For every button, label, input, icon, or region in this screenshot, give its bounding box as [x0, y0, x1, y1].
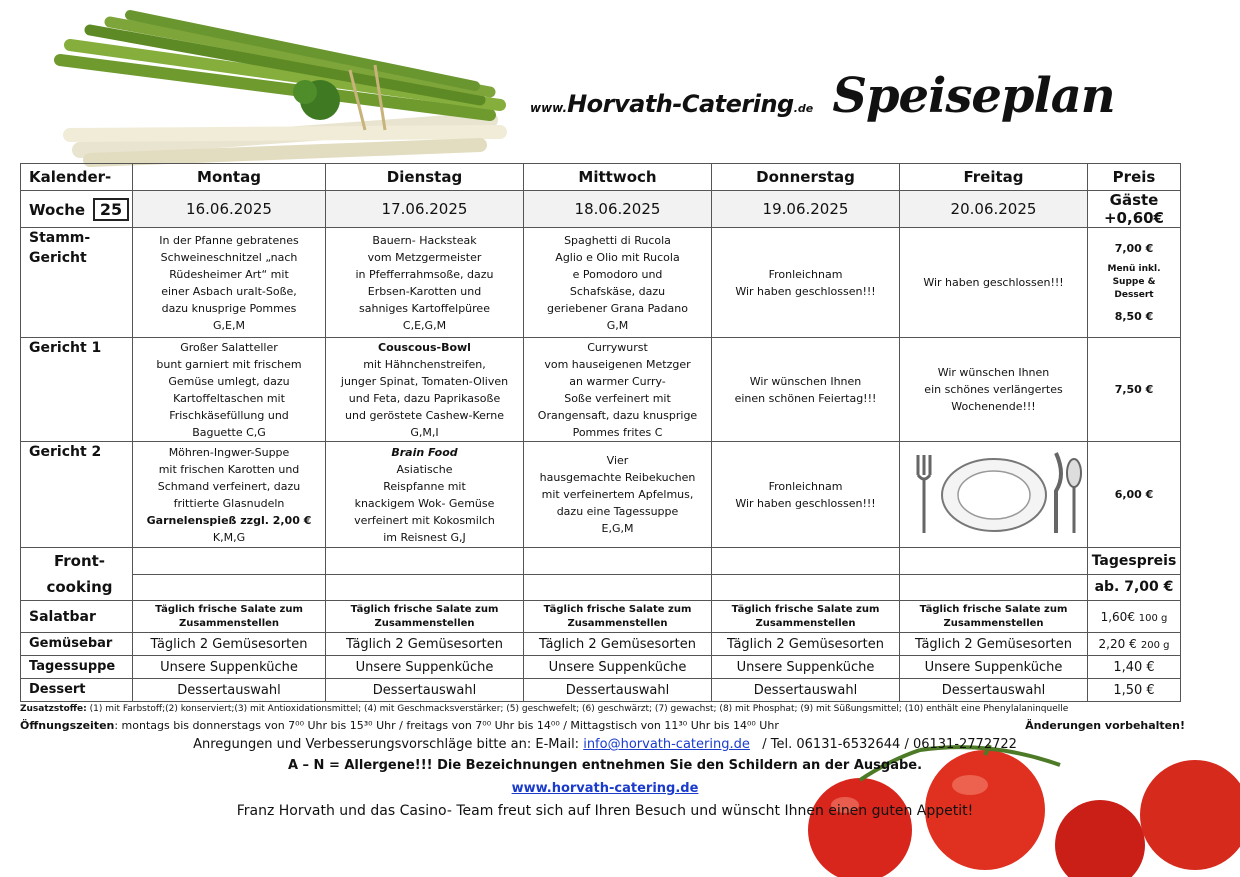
salat-cell: Täglich frische Salate zum Zusammenstellen [900, 601, 1088, 633]
plate-cell [900, 442, 1088, 548]
day-date: 18.06.2025 [524, 191, 712, 228]
day-name: Mittwoch [524, 164, 712, 191]
day-name: Dienstag [326, 164, 524, 191]
frontcooking-row-1 [21, 548, 1181, 575]
price-salat: 1,60€ 100 g [1088, 601, 1181, 633]
tagespreis-label: Tagespreis [1088, 548, 1181, 575]
salat-cell: Täglich frische Salate zum Zusammenstellen [712, 601, 900, 633]
dessert-cell: Dessertauswahl [712, 679, 900, 702]
gemuese-cell: Täglich 2 Gemüsesorten [712, 633, 900, 656]
suppe-cell: Unsere Suppenküche [133, 656, 326, 679]
dish-cell: Bauern- Hacksteak vom Metzgermeister in Pfefferrahmsoße, dazu Erbsen-Karotten und sahniges Kartoffelpüree C,E,G,M [326, 228, 524, 338]
week-cell [21, 191, 133, 228]
gemuese-cell: Täglich 2 Gemüsesorten [326, 633, 524, 656]
dessert-cell: Dessertauswahl [133, 679, 326, 702]
plate-cutlery-icon [904, 445, 1084, 541]
day-date: 16.06.2025 [133, 191, 326, 228]
salat-cell: Täglich frische Salate zum Zusammenstellen [133, 601, 326, 633]
website-link[interactable]: www.horvath-catering.de [511, 781, 699, 796]
dish-cell: Fronleichnam Wir haben geschlossen!!! [712, 442, 900, 548]
menu-table [20, 163, 1181, 702]
gemuesebar-row [21, 633, 1181, 656]
feedback-line: Anregungen und Verbesserungsvorschläge bitte an: E-Mail: info@horvath-catering.de / Tel. 06131-6532644 / 06131-2772722 [193, 737, 1017, 752]
price-stamm: 7,00 € Menü inkl. Suppe & Dessert 8,50 € [1088, 228, 1181, 338]
row-label-g1: Gericht 1 [21, 338, 133, 442]
salatbar-row [21, 601, 1181, 633]
dessert-row [21, 679, 1181, 702]
week-number: 25 [93, 198, 129, 221]
row-label-dessert: Dessert [21, 679, 133, 702]
day-name: Montag [133, 164, 326, 191]
suppe-cell: Unsere Suppenküche [524, 656, 712, 679]
date-row [21, 191, 1181, 228]
dish-cell: Fronleichnam Wir haben geschlossen!!! [712, 228, 900, 338]
suppe-cell: Unsere Suppenküche [712, 656, 900, 679]
price-g1: 7,50 € [1088, 338, 1181, 442]
page-title: Speiseplan [832, 68, 1115, 124]
dish-cell: Großer Salatteller bunt garniert mit frischem Gemüse umlegt, dazu Kartoffeltaschen mit Frischkäsefüllung und Baguette C,G [133, 338, 326, 442]
suppe-cell: Unsere Suppenküche [326, 656, 524, 679]
dish-cell: Spaghetti di Rucola Aglio e Olio mit Rucola e Pomodoro und Schafskäse, dazu geriebener Grana Padano G,M [524, 228, 712, 338]
row-label-stamm: Stamm- Gericht [21, 228, 133, 338]
frontcooking-row-2 [21, 574, 1181, 601]
header [530, 68, 1115, 128]
dish-cell: Möhren-Ingwer-Suppe mit frischen Karotten und Schmand verfeinert, dazu frittierte Glasnudeln Garnelenspieß zzgl. 2,00 € K,M,G [133, 442, 326, 548]
dish-cell: Wir haben geschlossen!!! [900, 228, 1088, 338]
footer [20, 702, 1190, 823]
day-name: Donnerstag [712, 164, 900, 191]
stamm-row [21, 228, 1181, 338]
price-dessert: 1,50 € [1088, 679, 1181, 702]
week-label-2: Woche [29, 200, 86, 219]
dish-cell: Brain Food Asiatische Reispfanne mit knackigem Wok- Gemüse verfeinert mit Kokosmilch im Reisnest G,J [326, 442, 524, 548]
price-header: Preis [1088, 164, 1181, 191]
dessert-cell: Dessertauswahl [326, 679, 524, 702]
gericht2-row [21, 442, 1181, 548]
price-gemuese: 2,20 € 200 g [1088, 633, 1181, 656]
guest-surcharge: Gäste +0,60€ [1088, 191, 1181, 228]
row-label-suppe: Tagessuppe [21, 656, 133, 679]
dish-cell: Currywurst vom hauseigenen Metzger an warmer Curry- Soße verfeinert mit Orangensaft, dazu knusprige Pommes frites C [524, 338, 712, 442]
dish-cell: Wir wünschen Ihnen ein schönes verlängertes Wochenende!!! [900, 338, 1088, 442]
row-label-salat: Salatbar [21, 601, 133, 633]
week-label: Kalender- [21, 164, 133, 191]
site-name: Horvath-Catering [567, 90, 794, 118]
dessert-cell: Dessertauswahl [900, 679, 1088, 702]
day-name: Freitag [900, 164, 1088, 191]
email-link[interactable]: info@horvath-catering.de [583, 737, 750, 752]
day-date: 17.06.2025 [326, 191, 524, 228]
dessert-cell: Dessertauswahl [524, 679, 712, 702]
additives-line: Zusatzstoffe: (1) mit Farbstoff;(2) konserviert;(3) mit Antioxidationsmittel; (4) mit Geschmacksverstärker; (5) geschwefelt; (6) geschwärzt; (7) gewachst; (8) mit Phosphat; (9) mit Süßungsmittel; (10) enthält eine Phenylalaninquelle [20, 704, 1069, 714]
price-g2: 6,00 € [1088, 442, 1181, 548]
dish-cell: Vier hausgemachte Reibekuchen mit verfeinertem Apfelmus, dazu eine Tagessuppe E,G,M [524, 442, 712, 548]
price-suppe: 1,40 € [1088, 656, 1181, 679]
row-label-g2: Gericht 2 [21, 442, 133, 548]
day-header-row [21, 164, 1181, 191]
gemuese-cell: Täglich 2 Gemüsesorten [524, 633, 712, 656]
day-date: 19.06.2025 [712, 191, 900, 228]
opening-hours: Öffnungszeiten: montags bis donnerstags von 7⁰⁰ Uhr bis 15³⁰ Uhr / freitags von 7⁰⁰ Uhr bis 14⁰⁰ / Mittagstisch von 11³⁰ Uhr bis 14⁰⁰ Uhr Änderungen vorbehalten! [20, 717, 1190, 735]
row-label-gemuese: Gemüsebar [21, 633, 133, 656]
greeting: Franz Horvath und das Casino- Team freut sich auf Ihren Besuch und wünscht Ihnen einen guten Appetit! [236, 803, 974, 819]
suppe-cell: Unsere Suppenküche [900, 656, 1088, 679]
row-label-front: Front- cooking [21, 548, 133, 601]
salat-cell: Täglich frische Salate zum Zusammenstellen [524, 601, 712, 633]
site-tld: .de [793, 102, 814, 115]
gemuese-cell: Täglich 2 Gemüsesorten [133, 633, 326, 656]
gemuese-cell: Täglich 2 Gemüsesorten [900, 633, 1088, 656]
gericht1-row [21, 338, 1181, 442]
dish-cell: Wir wünschen Ihnen einen schönen Feiertag!!! [712, 338, 900, 442]
changes-note: Änderungen vorbehalten! [1025, 719, 1185, 732]
allergen-note: A – N = Allergene!!! Die Bezeichnungen entnehmen Sie den Schildern an der Ausgabe. [287, 758, 923, 773]
site-www: www. [530, 101, 568, 115]
asparagus-image [20, 0, 540, 170]
tagespreis-value: ab. 7,00 € [1088, 574, 1181, 601]
dish-cell: Couscous-Bowl mit Hähnchenstreifen, junger Spinat, Tomaten-Oliven und Feta, dazu Paprikasoße und geröstete Cashew-Kerne G,M,I [326, 338, 524, 442]
day-date: 20.06.2025 [900, 191, 1088, 228]
dish-cell: In der Pfanne gebratenes Schweineschnitzel „nach Rüdesheimer Art“ mit einer Asbach uralt-Soße, dazu knusprige Pommes G,E,M [133, 228, 326, 338]
tagessuppe-row [21, 656, 1181, 679]
salat-cell: Täglich frische Salate zum Zusammenstellen [326, 601, 524, 633]
